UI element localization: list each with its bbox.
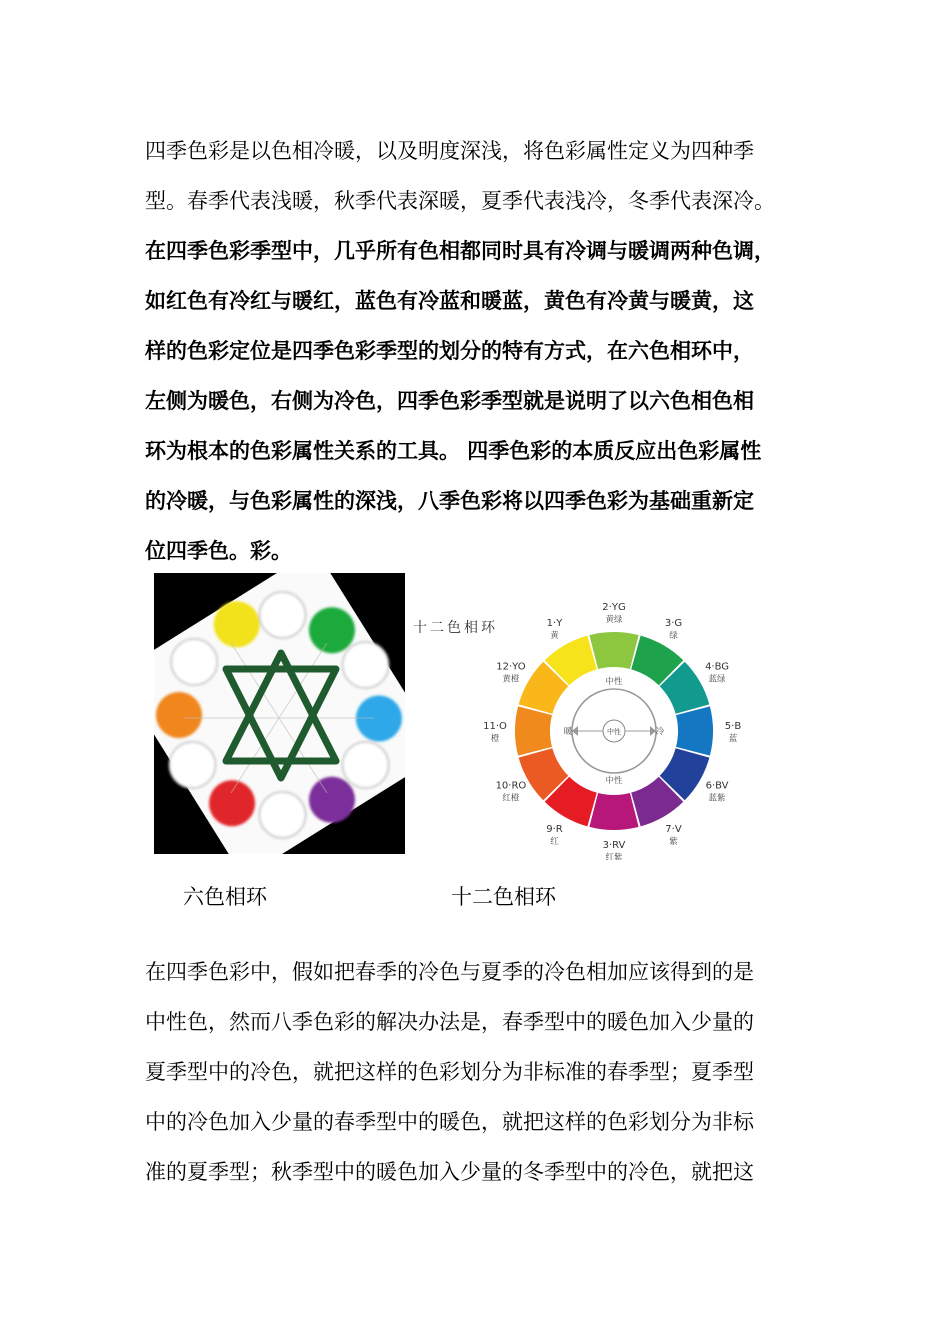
text-line-bold: 样的色彩定位是四季色彩季型的划分的特有方式，在六色相环中， (145, 339, 754, 363)
hue-circle (309, 607, 355, 653)
twelve-color-wheel-svg (408, 600, 768, 860)
empty-hue-circle (343, 642, 389, 688)
wheel-segment (589, 632, 638, 669)
segment-name-label: 紫 (669, 837, 678, 848)
segment-code-label: 3·RV (602, 840, 626, 851)
twelve-color-wheel (408, 600, 768, 860)
text-line-bold: 在四季色彩季型中，几乎所有色相都同时具有冷调与暖调两种色调， (145, 239, 775, 263)
text-line: 四季色彩是以色相冷暖，以及明度深浅，将色彩属性定义为四种季 (145, 139, 754, 163)
inner-label-top: 中性 (605, 677, 623, 687)
inner-label-right: 冷 (655, 727, 665, 737)
segment-name-label: 黄橙 (502, 674, 520, 685)
segment-name-label: 黄 (550, 630, 559, 641)
segment-code-label: 11·O (483, 721, 507, 732)
hue-circle (309, 777, 355, 823)
segment-name-label: 红紫 (605, 853, 623, 860)
empty-hue-circle (259, 592, 305, 638)
segment-code-label: 7·V (665, 824, 682, 836)
text-line: 准的夏季型；秋季型中的暖色加入少量的冬季型中的冷色，就把这 (145, 1160, 754, 1184)
hue-circle (209, 780, 255, 826)
wheel-segment (676, 706, 713, 755)
segment-name-label: 红 (550, 837, 559, 848)
caption-twelve-wheel: 十二色相环 (451, 885, 556, 909)
hue-circle (214, 601, 260, 647)
segment-name-label: 蓝绿 (708, 674, 726, 685)
text-line-bold: 如红色有冷红与暖红，蓝色有冷蓝和暖蓝，黄色有冷黄与暖黄，这 (145, 289, 754, 313)
six-color-wheel-image (154, 573, 405, 854)
empty-hue-circle (169, 742, 215, 788)
segment-code-label: 3·G (664, 617, 683, 629)
segment-code-label: 12·YO (496, 661, 526, 673)
wheel-title: 十二色相环 (413, 620, 498, 636)
segment-name-label: 蓝 (728, 734, 738, 744)
text-line: 中的冷色加入少量的春季型中的暖色，就把这样的色彩划分为非标 (145, 1110, 754, 1134)
text-line-bold: 左侧为暖色，右侧为冷色，四季色彩季型就是说明了以六色相色相 (145, 389, 754, 413)
six-color-wheel-svg (154, 573, 405, 854)
segment-code-label: 5·B (724, 721, 742, 732)
inner-label-bottom: 中性 (605, 776, 623, 786)
wheel-segment (515, 706, 552, 755)
empty-hue-circle (343, 742, 389, 788)
empty-hue-circle (259, 792, 305, 838)
hue-circle (156, 692, 202, 738)
wheel-segment (589, 793, 638, 830)
empty-hue-circle (171, 639, 217, 685)
segment-name-label: 橙 (490, 734, 500, 744)
segment-name-label: 蓝紫 (708, 793, 726, 804)
segment-code-label: 9·R (546, 824, 563, 836)
text-line-bold: 环为根本的色彩属性关系的工具。 四季色彩的本质反应出色彩属性 (145, 439, 762, 463)
segment-name-label: 绿 (669, 630, 678, 641)
inner-label-center: 中性 (607, 728, 621, 736)
text-line: 在四季色彩中，假如把春季的冷色与夏季的冷色相加应该得到的是 (145, 960, 754, 984)
segment-code-label: 6·BV (705, 780, 729, 792)
segment-name-label: 红橙 (502, 793, 520, 804)
caption-six-wheel: 六色相环 (183, 885, 267, 909)
text-line: 中性色，然而八季色彩的解决办法是，春季型中的暖色加入少量的 (145, 1010, 754, 1034)
text-line-bold: 的冷暖，与色彩属性的深浅，八季色彩将以四季色彩为基础重新定 (145, 489, 754, 513)
segment-code-label: 1·Y (546, 617, 563, 629)
inner-label-left: 暖 (563, 727, 573, 737)
text-line-bold: 位四季色。彩。 (145, 539, 292, 563)
text-line: 型。春季代表浅暖，秋季代表深暖，夏季代表浅冷，冬季代表深冷。 (145, 189, 775, 213)
text-line: 夏季型中的冷色，就把这样的色彩划分为非标准的春季型；夏季型 (145, 1060, 754, 1084)
segment-code-label: 10·RO (495, 780, 527, 792)
segment-code-label: 4·BG (705, 661, 730, 673)
segment-name-label: 黄绿 (605, 615, 623, 625)
segment-code-label: 2·YG (602, 602, 626, 613)
